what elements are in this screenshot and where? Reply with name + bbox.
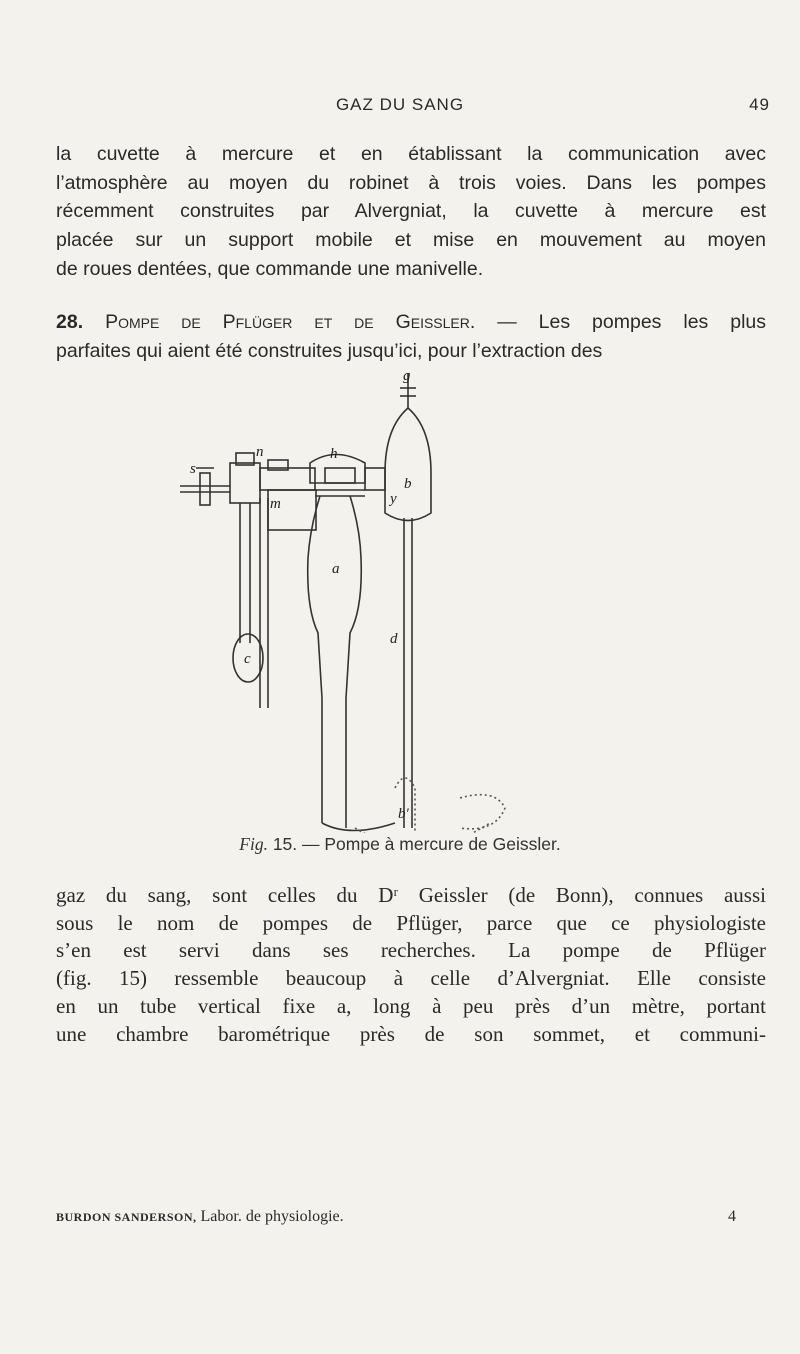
text-line: (fig. 15) ressemble beaucoup à celle d’Alvergniat. Elle consiste bbox=[56, 966, 766, 991]
label-y: y bbox=[390, 491, 397, 507]
section-28 bbox=[56, 308, 766, 365]
text-line: la cuvette à mercure et en établissant la communication avec bbox=[56, 143, 766, 165]
text-line: s’en est servi dans ses recherches. La pompe de Pflüger bbox=[56, 938, 766, 963]
label-d: d bbox=[390, 631, 398, 647]
running-title: GAZ DU SANG bbox=[335, 95, 465, 114]
text-line: une chambre barométrique près de son sommet, et communi- bbox=[56, 1021, 766, 1046]
label-c: c bbox=[244, 651, 251, 667]
connector-y bbox=[365, 468, 385, 490]
geissler-pump-figure bbox=[160, 368, 640, 833]
section-text: — Les pompes les plus bbox=[475, 311, 767, 333]
text-line: l’atmosphère au moyen du robinet à trois voies. Dans les pompes bbox=[56, 171, 766, 194]
bottom-tube bbox=[322, 823, 395, 831]
stopcock-s bbox=[200, 473, 210, 505]
text-line: sous le nom de pompes de Pflüger, parce que ce physiologiste bbox=[56, 910, 766, 935]
label-b-prime: b′ bbox=[398, 806, 409, 822]
figure-caption bbox=[0, 834, 800, 855]
signature-mark: 4 bbox=[728, 1208, 736, 1225]
label-n: n bbox=[256, 444, 264, 460]
paragraph-2 bbox=[56, 882, 766, 1048]
text-line: récemment construites par Alvergniat, la cuvette à mercure est bbox=[56, 200, 766, 223]
text-line: gaz du sang, sont celles du Dʳ Geissler (de Bonn), connues aussi bbox=[56, 883, 766, 907]
connector-block bbox=[260, 468, 315, 490]
label-b: b bbox=[404, 476, 412, 492]
label-s: s bbox=[190, 461, 196, 477]
text-line: parfaites qui aient été construites jusqu’ici, pour l’extraction des bbox=[56, 339, 603, 362]
text-line: placée sur un support mobile et mise en mouvement au moyen bbox=[56, 229, 766, 252]
text-line: de roues dentées, que commande une manivelle. bbox=[56, 257, 484, 280]
section-heading: Pompe de Pflüger et de Geissler. bbox=[105, 311, 476, 333]
paragraph-1 bbox=[56, 140, 766, 284]
vessel-a bbox=[308, 496, 322, 823]
caption-fig: Fig. bbox=[239, 834, 268, 854]
caption-text: 15. — Pompe à mercure de Geissler. bbox=[267, 834, 561, 854]
page-footer bbox=[56, 1208, 766, 1226]
label-a: a bbox=[332, 561, 340, 577]
text-line: en un tube vertical fixe a, long à peu près d’un mètre, portant bbox=[56, 993, 766, 1018]
label-m: m bbox=[270, 496, 281, 512]
footer-title: Labor. de physiologie. bbox=[196, 1208, 344, 1225]
footer-author: BURDON SANDERSON, bbox=[56, 1210, 197, 1224]
label-g: g bbox=[403, 368, 411, 384]
running-header bbox=[0, 95, 800, 125]
valve-housing bbox=[230, 463, 260, 503]
section-heading-line bbox=[56, 308, 766, 337]
page-number: 49 bbox=[749, 95, 770, 114]
label-h: h bbox=[330, 446, 338, 462]
section-number: 28. bbox=[56, 311, 84, 333]
